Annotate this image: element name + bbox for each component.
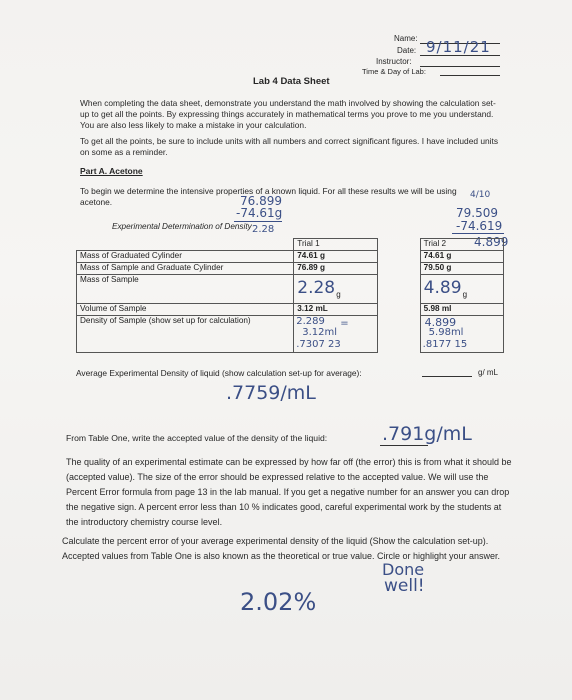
calc2-bottom: 4.899	[474, 235, 509, 249]
table-row	[77, 316, 504, 353]
time-day-line	[440, 75, 500, 76]
row-label: Mass of Sample and Graduate Cylinder	[77, 263, 294, 275]
instructions-paragraph-2: To get all the points, be sure to include units with all numbers and correct significant figures. I have included units on some as a reminder.	[80, 136, 499, 158]
time-day-label: Time & Day of Lab:	[362, 67, 426, 76]
date-label: Date:	[397, 46, 417, 55]
trial1-value: 76.89 g	[294, 263, 377, 275]
trial2-mass-cell	[420, 275, 503, 304]
trial2-header: Trial 2	[420, 239, 503, 251]
density-data-table	[76, 238, 504, 353]
error-paragraph: The quality of an experimental estimate can be expressed by how far off (the error) this is from what it should be (accepted value). The size of the error should be expressed relative to the accepted value. We will use the Percent Error formula from page 13 in the lab manual. If you get a negative number for an answer you can drop the negative sign. A percent error less than 10 % indicates good, careful experimental work by the students at the introductory chemistry course level.	[66, 457, 512, 527]
calc1-top: 76.899	[240, 194, 282, 208]
trial1-value: 74.61 g	[294, 251, 377, 263]
percent-error-handwritten: 2.02%	[240, 588, 317, 616]
trial1-density-cell	[294, 316, 377, 353]
part-a-heading: Part A. Acetone	[80, 166, 143, 176]
density2-result: .8177 15	[422, 339, 468, 350]
accepted-handwritten: .791g/mL	[382, 423, 472, 445]
calc2-mid: -74.619	[456, 219, 503, 233]
page-title: Lab 4 Data Sheet	[253, 76, 330, 87]
unit-g: g	[336, 290, 341, 299]
trial1-value: 3.12 mL	[294, 304, 377, 316]
table-row	[77, 263, 504, 275]
trial1-mass-cell	[294, 275, 377, 304]
average-label: Average Experimental Density of liquid (show calculation set-up for average):	[76, 368, 362, 378]
calc2-corner: 4/10	[470, 190, 491, 200]
calc1-mid: -74.61g	[236, 206, 283, 220]
table-header-row	[77, 239, 504, 251]
instructions-paragraph-1: When completing the data sheet, demonstrate you understand the math involved by showing the calculation set-up to get all the points. By expressing things accurately in mathematical terms you prove to me you understand. You are also less likely to make a mistake in your calculation.	[80, 98, 496, 131]
instructor-line	[420, 66, 500, 67]
trial2-value: 74.61 g	[420, 251, 503, 263]
date-handwritten: 9/11/21	[426, 38, 491, 56]
calc1-bottom: 2.28	[252, 224, 275, 235]
density1-equals: =	[340, 318, 349, 329]
density2-denominator: 5.98ml	[428, 327, 464, 338]
average-handwritten: .7759/mL	[226, 382, 316, 404]
table-row	[77, 304, 504, 316]
trial2-density-cell	[420, 316, 503, 353]
trial2-value: 79.50 g	[420, 263, 503, 275]
comment-done: Done	[382, 560, 425, 579]
instructor-label: Instructor:	[376, 57, 412, 66]
calc2-underline	[452, 233, 504, 234]
unit-g: g	[462, 290, 468, 299]
percent-error-instructions: Calculate the percent error of your average experimental density of the liquid (Show the calculation set-up). Accepted values from Table One is also known as the theoretical or true value. Circle or highlight your answer.	[62, 536, 501, 561]
comment-well: well!	[384, 576, 425, 596]
density2-numerator: 4.899	[424, 316, 457, 329]
name-label: Name:	[394, 34, 418, 43]
mass2-handwritten: 4.89	[423, 278, 462, 298]
mass1-handwritten: 2.28	[297, 278, 336, 298]
average-unit: g/ mL	[478, 368, 499, 377]
density1-numerator: 2.289	[296, 316, 325, 327]
density1-denominator: 3.12ml	[302, 327, 338, 338]
table-row	[77, 251, 504, 263]
density1-result: .7307 23	[296, 339, 341, 350]
row-label: Mass of Sample	[77, 275, 294, 304]
trial1-header: Trial 1	[294, 239, 377, 251]
row-label: Volume of Sample	[77, 304, 294, 316]
part-a-intro-line1: To begin we determine the intensive properties of a known liquid. For all these results we will be using	[80, 186, 457, 196]
density-subheading: Experimental Determination of Density	[112, 222, 252, 231]
calc1-underline	[234, 221, 282, 222]
trial2-value: 5.98 ml	[420, 304, 503, 316]
part-a-intro-line2: acetone.	[80, 197, 113, 207]
table-row	[77, 275, 504, 304]
average-line	[422, 376, 472, 377]
row-label: Mass of Graduated Cylinder	[77, 251, 294, 263]
calc2-top: 79.509	[456, 206, 498, 220]
row-label: Density of Sample (show set up for calculation)	[77, 316, 294, 353]
accepted-line	[380, 445, 428, 446]
accepted-label: From Table One, write the accepted value of the density of the liquid:	[66, 433, 328, 443]
